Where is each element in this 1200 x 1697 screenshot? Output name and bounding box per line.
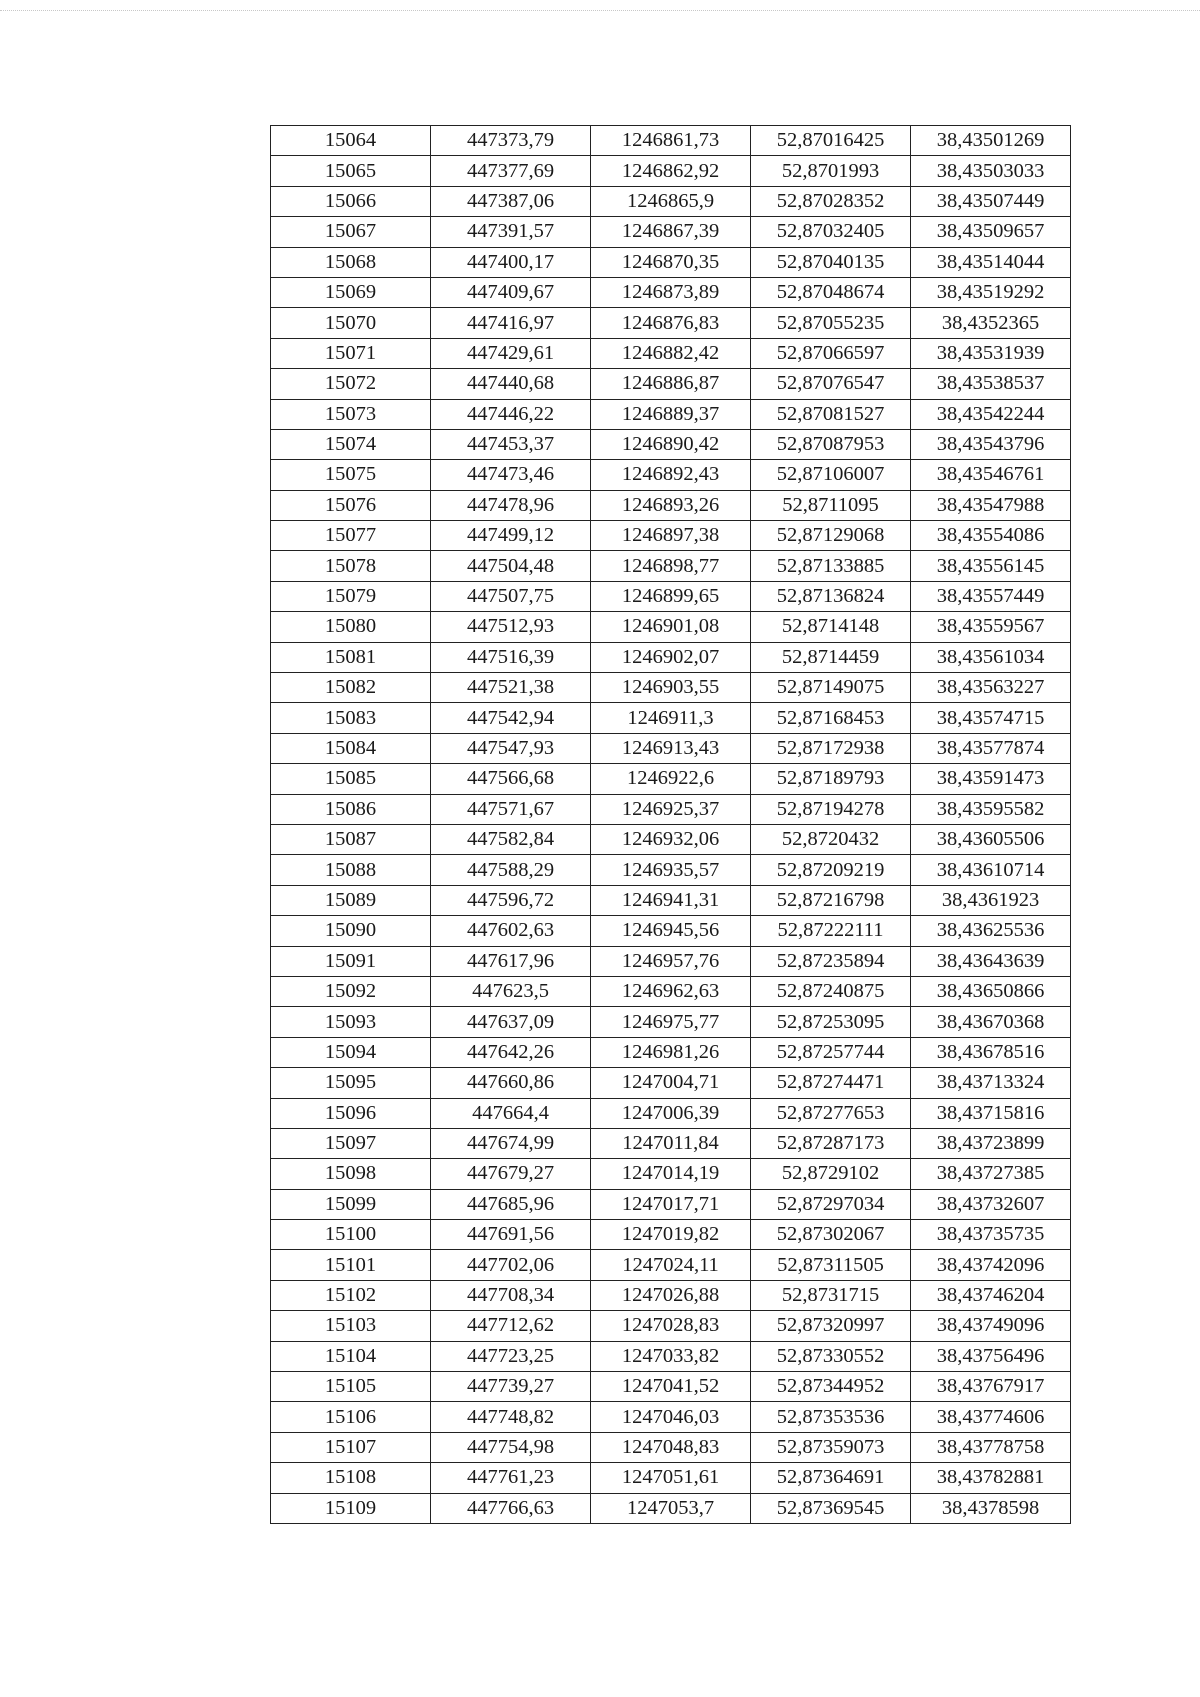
y-coordinate-cell: 1246903,55 xyxy=(591,673,751,703)
scan-edge-line xyxy=(0,10,1200,11)
longitude-cell: 38,43746204 xyxy=(911,1280,1071,1310)
longitude-cell: 38,43556145 xyxy=(911,551,1071,581)
longitude-cell: 38,43749096 xyxy=(911,1311,1071,1341)
y-coordinate-cell: 1247046,03 xyxy=(591,1402,751,1432)
x-coordinate-cell: 447754,98 xyxy=(431,1432,591,1462)
point-number-cell: 15071 xyxy=(271,338,431,368)
x-coordinate-cell: 447400,17 xyxy=(431,247,591,277)
point-number-cell: 15065 xyxy=(271,156,431,186)
longitude-cell: 38,43670368 xyxy=(911,1007,1071,1037)
longitude-cell: 38,43778758 xyxy=(911,1432,1071,1462)
longitude-cell: 38,43561034 xyxy=(911,642,1071,672)
point-number-cell: 15102 xyxy=(271,1280,431,1310)
latitude-cell: 52,87106007 xyxy=(751,460,911,490)
table-row xyxy=(271,581,1071,611)
point-number-cell: 15084 xyxy=(271,733,431,763)
table-row xyxy=(271,429,1071,459)
latitude-cell: 52,87235894 xyxy=(751,946,911,976)
longitude-cell: 38,4378598 xyxy=(911,1493,1071,1523)
point-number-cell: 15099 xyxy=(271,1189,431,1219)
table-row xyxy=(271,764,1071,794)
table-row xyxy=(271,855,1071,885)
latitude-cell: 52,8711095 xyxy=(751,490,911,520)
x-coordinate-cell: 447440,68 xyxy=(431,369,591,399)
latitude-cell: 52,87189793 xyxy=(751,764,911,794)
latitude-cell: 52,87257744 xyxy=(751,1037,911,1067)
latitude-cell: 52,87040135 xyxy=(751,247,911,277)
y-coordinate-cell: 1246886,87 xyxy=(591,369,751,399)
x-coordinate-cell: 447377,69 xyxy=(431,156,591,186)
y-coordinate-cell: 1246899,65 xyxy=(591,581,751,611)
x-coordinate-cell: 447391,57 xyxy=(431,217,591,247)
y-coordinate-cell: 1246876,83 xyxy=(591,308,751,338)
x-coordinate-cell: 447660,86 xyxy=(431,1068,591,1098)
table-row xyxy=(271,1098,1071,1128)
x-coordinate-cell: 447674,99 xyxy=(431,1128,591,1158)
point-number-cell: 15064 xyxy=(271,126,431,156)
latitude-cell: 52,87277653 xyxy=(751,1098,911,1128)
y-coordinate-cell: 1246962,63 xyxy=(591,976,751,1006)
table-row xyxy=(271,551,1071,581)
table-row xyxy=(271,1189,1071,1219)
y-coordinate-cell: 1247053,7 xyxy=(591,1493,751,1523)
table-row xyxy=(271,642,1071,672)
x-coordinate-cell: 447602,63 xyxy=(431,916,591,946)
point-number-cell: 15105 xyxy=(271,1372,431,1402)
y-coordinate-cell: 1246975,77 xyxy=(591,1007,751,1037)
longitude-cell: 38,43501269 xyxy=(911,126,1071,156)
x-coordinate-cell: 447761,23 xyxy=(431,1463,591,1493)
longitude-cell: 38,43559567 xyxy=(911,612,1071,642)
y-coordinate-cell: 1246897,38 xyxy=(591,521,751,551)
longitude-cell: 38,43509657 xyxy=(911,217,1071,247)
latitude-cell: 52,87344952 xyxy=(751,1372,911,1402)
x-coordinate-cell: 447478,96 xyxy=(431,490,591,520)
point-number-cell: 15109 xyxy=(271,1493,431,1523)
y-coordinate-cell: 1247048,83 xyxy=(591,1432,751,1462)
table-row xyxy=(271,1432,1071,1462)
table-row xyxy=(271,1068,1071,1098)
x-coordinate-cell: 447582,84 xyxy=(431,824,591,854)
y-coordinate-cell: 1247051,61 xyxy=(591,1463,751,1493)
table-row xyxy=(271,277,1071,307)
point-number-cell: 15097 xyxy=(271,1128,431,1158)
x-coordinate-cell: 447712,62 xyxy=(431,1311,591,1341)
point-number-cell: 15083 xyxy=(271,703,431,733)
latitude-cell: 52,87129068 xyxy=(751,521,911,551)
y-coordinate-cell: 1247026,88 xyxy=(591,1280,751,1310)
y-coordinate-cell: 1247006,39 xyxy=(591,1098,751,1128)
table-row xyxy=(271,1128,1071,1158)
longitude-cell: 38,43735735 xyxy=(911,1220,1071,1250)
longitude-cell: 38,43713324 xyxy=(911,1068,1071,1098)
y-coordinate-cell: 1246873,89 xyxy=(591,277,751,307)
y-coordinate-cell: 1246902,07 xyxy=(591,642,751,672)
latitude-cell: 52,87253095 xyxy=(751,1007,911,1037)
y-coordinate-cell: 1246901,08 xyxy=(591,612,751,642)
table-row xyxy=(271,1220,1071,1250)
latitude-cell: 52,87081527 xyxy=(751,399,911,429)
y-coordinate-cell: 1246893,26 xyxy=(591,490,751,520)
y-coordinate-cell: 1246922,6 xyxy=(591,764,751,794)
table-row xyxy=(271,703,1071,733)
latitude-cell: 52,87359073 xyxy=(751,1432,911,1462)
table-row xyxy=(271,612,1071,642)
latitude-cell: 52,8701993 xyxy=(751,156,911,186)
y-coordinate-cell: 1246867,39 xyxy=(591,217,751,247)
point-number-cell: 15106 xyxy=(271,1402,431,1432)
longitude-cell: 38,4361923 xyxy=(911,885,1071,915)
latitude-cell: 52,87297034 xyxy=(751,1189,911,1219)
point-number-cell: 15088 xyxy=(271,855,431,885)
point-number-cell: 15081 xyxy=(271,642,431,672)
latitude-cell: 52,8729102 xyxy=(751,1159,911,1189)
x-coordinate-cell: 447409,67 xyxy=(431,277,591,307)
longitude-cell: 38,43727385 xyxy=(911,1159,1071,1189)
point-number-cell: 15107 xyxy=(271,1432,431,1462)
x-coordinate-cell: 447516,39 xyxy=(431,642,591,672)
point-number-cell: 15096 xyxy=(271,1098,431,1128)
x-coordinate-cell: 447387,06 xyxy=(431,186,591,216)
table-row xyxy=(271,1159,1071,1189)
point-number-cell: 15072 xyxy=(271,369,431,399)
table-row xyxy=(271,126,1071,156)
latitude-cell: 52,87194278 xyxy=(751,794,911,824)
table-row xyxy=(271,1250,1071,1280)
point-number-cell: 15089 xyxy=(271,885,431,915)
table-row xyxy=(271,490,1071,520)
longitude-cell: 38,43554086 xyxy=(911,521,1071,551)
table-row xyxy=(271,308,1071,338)
point-number-cell: 15101 xyxy=(271,1250,431,1280)
longitude-cell: 38,43547988 xyxy=(911,490,1071,520)
point-number-cell: 15082 xyxy=(271,673,431,703)
latitude-cell: 52,87032405 xyxy=(751,217,911,247)
longitude-cell: 38,43538537 xyxy=(911,369,1071,399)
point-number-cell: 15078 xyxy=(271,551,431,581)
table-row xyxy=(271,1037,1071,1067)
longitude-cell: 38,4352365 xyxy=(911,308,1071,338)
x-coordinate-cell: 447723,25 xyxy=(431,1341,591,1371)
longitude-cell: 38,43531939 xyxy=(911,338,1071,368)
point-number-cell: 15091 xyxy=(271,946,431,976)
latitude-cell: 52,87133885 xyxy=(751,551,911,581)
point-number-cell: 15100 xyxy=(271,1220,431,1250)
point-number-cell: 15075 xyxy=(271,460,431,490)
longitude-cell: 38,43742096 xyxy=(911,1250,1071,1280)
point-number-cell: 15077 xyxy=(271,521,431,551)
x-coordinate-cell: 447547,93 xyxy=(431,733,591,763)
table-row xyxy=(271,733,1071,763)
latitude-cell: 52,87302067 xyxy=(751,1220,911,1250)
latitude-cell: 52,87364691 xyxy=(751,1463,911,1493)
x-coordinate-cell: 447596,72 xyxy=(431,885,591,915)
longitude-cell: 38,43650866 xyxy=(911,976,1071,1006)
x-coordinate-cell: 447637,09 xyxy=(431,1007,591,1037)
x-coordinate-cell: 447642,26 xyxy=(431,1037,591,1067)
y-coordinate-cell: 1246981,26 xyxy=(591,1037,751,1067)
longitude-cell: 38,43678516 xyxy=(911,1037,1071,1067)
x-coordinate-cell: 447623,5 xyxy=(431,976,591,1006)
longitude-cell: 38,43519292 xyxy=(911,277,1071,307)
point-number-cell: 15086 xyxy=(271,794,431,824)
y-coordinate-cell: 1246941,31 xyxy=(591,885,751,915)
y-coordinate-cell: 1246861,73 xyxy=(591,126,751,156)
y-coordinate-cell: 1247011,84 xyxy=(591,1128,751,1158)
x-coordinate-cell: 447739,27 xyxy=(431,1372,591,1402)
point-number-cell: 15104 xyxy=(271,1341,431,1371)
point-number-cell: 15092 xyxy=(271,976,431,1006)
x-coordinate-cell: 447748,82 xyxy=(431,1402,591,1432)
point-number-cell: 15108 xyxy=(271,1463,431,1493)
latitude-cell: 52,87240875 xyxy=(751,976,911,1006)
latitude-cell: 52,87353536 xyxy=(751,1402,911,1432)
x-coordinate-cell: 447542,94 xyxy=(431,703,591,733)
latitude-cell: 52,87209219 xyxy=(751,855,911,885)
longitude-cell: 38,43782881 xyxy=(911,1463,1071,1493)
point-number-cell: 15098 xyxy=(271,1159,431,1189)
latitude-cell: 52,87172938 xyxy=(751,733,911,763)
table-row xyxy=(271,1372,1071,1402)
latitude-cell: 52,87016425 xyxy=(751,126,911,156)
latitude-cell: 52,87076547 xyxy=(751,369,911,399)
y-coordinate-cell: 1246898,77 xyxy=(591,551,751,581)
point-number-cell: 15076 xyxy=(271,490,431,520)
latitude-cell: 52,8720432 xyxy=(751,824,911,854)
point-number-cell: 15103 xyxy=(271,1311,431,1341)
table-row xyxy=(271,1402,1071,1432)
latitude-cell: 52,8714148 xyxy=(751,612,911,642)
y-coordinate-cell: 1247041,52 xyxy=(591,1372,751,1402)
y-coordinate-cell: 1247028,83 xyxy=(591,1311,751,1341)
point-number-cell: 15090 xyxy=(271,916,431,946)
latitude-cell: 52,8714459 xyxy=(751,642,911,672)
x-coordinate-cell: 447429,61 xyxy=(431,338,591,368)
longitude-cell: 38,43595582 xyxy=(911,794,1071,824)
x-coordinate-cell: 447588,29 xyxy=(431,855,591,885)
table-row xyxy=(271,460,1071,490)
table-row xyxy=(271,338,1071,368)
y-coordinate-cell: 1246945,56 xyxy=(591,916,751,946)
y-coordinate-cell: 1246935,57 xyxy=(591,855,751,885)
longitude-cell: 38,43643639 xyxy=(911,946,1071,976)
longitude-cell: 38,43723899 xyxy=(911,1128,1071,1158)
longitude-cell: 38,43507449 xyxy=(911,186,1071,216)
x-coordinate-cell: 447566,68 xyxy=(431,764,591,794)
y-coordinate-cell: 1246882,42 xyxy=(591,338,751,368)
x-coordinate-cell: 447702,06 xyxy=(431,1250,591,1280)
y-coordinate-cell: 1246890,42 xyxy=(591,429,751,459)
latitude-cell: 52,87287173 xyxy=(751,1128,911,1158)
x-coordinate-cell: 447521,38 xyxy=(431,673,591,703)
latitude-cell: 52,87369545 xyxy=(751,1493,911,1523)
longitude-cell: 38,43543796 xyxy=(911,429,1071,459)
x-coordinate-cell: 447617,96 xyxy=(431,946,591,976)
x-coordinate-cell: 447664,4 xyxy=(431,1098,591,1128)
x-coordinate-cell: 447685,96 xyxy=(431,1189,591,1219)
point-number-cell: 15067 xyxy=(271,217,431,247)
x-coordinate-cell: 447691,56 xyxy=(431,1220,591,1250)
longitude-cell: 38,43610714 xyxy=(911,855,1071,885)
y-coordinate-cell: 1246957,76 xyxy=(591,946,751,976)
table-row xyxy=(271,1493,1071,1523)
x-coordinate-cell: 447416,97 xyxy=(431,308,591,338)
y-coordinate-cell: 1246865,9 xyxy=(591,186,751,216)
point-number-cell: 15080 xyxy=(271,612,431,642)
y-coordinate-cell: 1246892,43 xyxy=(591,460,751,490)
longitude-cell: 38,43557449 xyxy=(911,581,1071,611)
longitude-cell: 38,43732607 xyxy=(911,1189,1071,1219)
x-coordinate-cell: 447512,93 xyxy=(431,612,591,642)
x-coordinate-cell: 447679,27 xyxy=(431,1159,591,1189)
longitude-cell: 38,43591473 xyxy=(911,764,1071,794)
x-coordinate-cell: 447473,46 xyxy=(431,460,591,490)
point-number-cell: 15066 xyxy=(271,186,431,216)
coordinates-table xyxy=(270,125,1071,1524)
point-number-cell: 15073 xyxy=(271,399,431,429)
table-row xyxy=(271,247,1071,277)
x-coordinate-cell: 447499,12 xyxy=(431,521,591,551)
longitude-cell: 38,43756496 xyxy=(911,1341,1071,1371)
table-row xyxy=(271,885,1071,915)
point-number-cell: 15094 xyxy=(271,1037,431,1067)
table-row xyxy=(271,1280,1071,1310)
longitude-cell: 38,43767917 xyxy=(911,1372,1071,1402)
latitude-cell: 52,87222111 xyxy=(751,916,911,946)
y-coordinate-cell: 1246862,92 xyxy=(591,156,751,186)
latitude-cell: 52,87048674 xyxy=(751,277,911,307)
y-coordinate-cell: 1247033,82 xyxy=(591,1341,751,1371)
longitude-cell: 38,43503033 xyxy=(911,156,1071,186)
table-row xyxy=(271,976,1071,1006)
x-coordinate-cell: 447507,75 xyxy=(431,581,591,611)
longitude-cell: 38,43625536 xyxy=(911,916,1071,946)
point-number-cell: 15085 xyxy=(271,764,431,794)
latitude-cell: 52,8731715 xyxy=(751,1280,911,1310)
table-row xyxy=(271,369,1071,399)
latitude-cell: 52,87087953 xyxy=(751,429,911,459)
table-row xyxy=(271,794,1071,824)
table-row xyxy=(271,1311,1071,1341)
longitude-cell: 38,43605506 xyxy=(911,824,1071,854)
latitude-cell: 52,87066597 xyxy=(751,338,911,368)
y-coordinate-cell: 1247024,11 xyxy=(591,1250,751,1280)
table-row xyxy=(271,824,1071,854)
point-number-cell: 15068 xyxy=(271,247,431,277)
latitude-cell: 52,87320997 xyxy=(751,1311,911,1341)
table-row xyxy=(271,521,1071,551)
latitude-cell: 52,87274471 xyxy=(751,1068,911,1098)
point-number-cell: 15070 xyxy=(271,308,431,338)
x-coordinate-cell: 447373,79 xyxy=(431,126,591,156)
table-row xyxy=(271,217,1071,247)
table-row xyxy=(271,1007,1071,1037)
x-coordinate-cell: 447766,63 xyxy=(431,1493,591,1523)
longitude-cell: 38,43546761 xyxy=(911,460,1071,490)
y-coordinate-cell: 1246889,37 xyxy=(591,399,751,429)
x-coordinate-cell: 447708,34 xyxy=(431,1280,591,1310)
table-row xyxy=(271,916,1071,946)
latitude-cell: 52,87216798 xyxy=(751,885,911,915)
longitude-cell: 38,43577874 xyxy=(911,733,1071,763)
point-number-cell: 15074 xyxy=(271,429,431,459)
point-number-cell: 15093 xyxy=(271,1007,431,1037)
point-number-cell: 15069 xyxy=(271,277,431,307)
latitude-cell: 52,87136824 xyxy=(751,581,911,611)
longitude-cell: 38,43574715 xyxy=(911,703,1071,733)
table-row xyxy=(271,1341,1071,1371)
y-coordinate-cell: 1246870,35 xyxy=(591,247,751,277)
latitude-cell: 52,87028352 xyxy=(751,186,911,216)
point-number-cell: 15079 xyxy=(271,581,431,611)
longitude-cell: 38,43542244 xyxy=(911,399,1071,429)
y-coordinate-cell: 1247014,19 xyxy=(591,1159,751,1189)
longitude-cell: 38,43514044 xyxy=(911,247,1071,277)
x-coordinate-cell: 447571,67 xyxy=(431,794,591,824)
table-row xyxy=(271,399,1071,429)
table-row xyxy=(271,946,1071,976)
x-coordinate-cell: 447446,22 xyxy=(431,399,591,429)
latitude-cell: 52,87149075 xyxy=(751,673,911,703)
longitude-cell: 38,43774606 xyxy=(911,1402,1071,1432)
longitude-cell: 38,43715816 xyxy=(911,1098,1071,1128)
y-coordinate-cell: 1247004,71 xyxy=(591,1068,751,1098)
y-coordinate-cell: 1246911,3 xyxy=(591,703,751,733)
table-row xyxy=(271,1463,1071,1493)
coordinates-table-body xyxy=(271,126,1071,1524)
latitude-cell: 52,87055235 xyxy=(751,308,911,338)
table-row xyxy=(271,673,1071,703)
table-row xyxy=(271,156,1071,186)
y-coordinate-cell: 1246913,43 xyxy=(591,733,751,763)
latitude-cell: 52,87311505 xyxy=(751,1250,911,1280)
x-coordinate-cell: 447453,37 xyxy=(431,429,591,459)
point-number-cell: 15087 xyxy=(271,824,431,854)
y-coordinate-cell: 1246932,06 xyxy=(591,824,751,854)
longitude-cell: 38,43563227 xyxy=(911,673,1071,703)
y-coordinate-cell: 1247019,82 xyxy=(591,1220,751,1250)
table-row xyxy=(271,186,1071,216)
point-number-cell: 15095 xyxy=(271,1068,431,1098)
latitude-cell: 52,87330552 xyxy=(751,1341,911,1371)
y-coordinate-cell: 1246925,37 xyxy=(591,794,751,824)
x-coordinate-cell: 447504,48 xyxy=(431,551,591,581)
y-coordinate-cell: 1247017,71 xyxy=(591,1189,751,1219)
latitude-cell: 52,87168453 xyxy=(751,703,911,733)
